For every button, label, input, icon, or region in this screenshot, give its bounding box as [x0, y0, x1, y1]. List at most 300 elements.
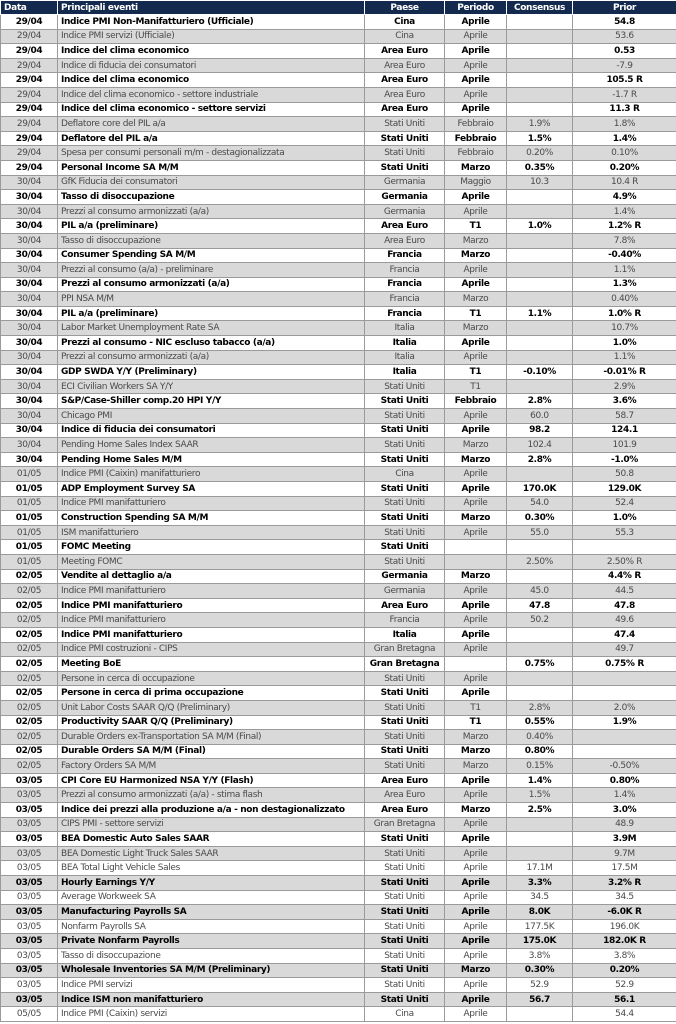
cell-date: 02/05: [1, 759, 58, 774]
cell-prior: 1.9%: [573, 715, 676, 730]
cell-period: T1: [445, 715, 507, 730]
table-row: [1, 715, 676, 730]
cell-country: Stati Uniti: [365, 992, 445, 1007]
table-row: [1, 263, 676, 278]
cell-event: Indice PMI Non-Manifatturiero (Ufficiale): [58, 15, 365, 30]
cell-period: Aprile: [445, 642, 507, 657]
cell-event: Private Nonfarm Payrolls: [58, 934, 365, 949]
cell-event: Indice PMI (Caixin) servizi: [58, 1007, 365, 1022]
cell-prior: 49.7: [573, 642, 676, 657]
cell-prior: 0.40%: [573, 292, 676, 307]
table-row: [1, 642, 676, 657]
cell-period: Aprile: [445, 788, 507, 803]
cell-date: 01/05: [1, 525, 58, 540]
cell-date: 03/05: [1, 992, 58, 1007]
cell-date: 02/05: [1, 569, 58, 584]
cell-period: Marzo: [445, 511, 507, 526]
cell-consensus: 2.50%: [507, 554, 573, 569]
table-row: [1, 248, 676, 263]
table-row: [1, 832, 676, 847]
cell-date: 29/04: [1, 146, 58, 161]
cell-consensus: [507, 846, 573, 861]
cell-country: Stati Uniti: [365, 525, 445, 540]
cell-prior: 47.8: [573, 598, 676, 613]
cell-consensus: [507, 102, 573, 117]
cell-event: PPI NSA M/M: [58, 292, 365, 307]
cell-date: 30/04: [1, 306, 58, 321]
cell-period: Aprile: [445, 876, 507, 891]
cell-prior: 52.9: [573, 978, 676, 993]
cell-country: Gran Bretagna: [365, 642, 445, 657]
cell-country: Italia: [365, 336, 445, 351]
cell-date: 02/05: [1, 715, 58, 730]
cell-date: 02/05: [1, 642, 58, 657]
cell-event: PIL a/a (preliminare): [58, 219, 365, 234]
cell-prior: 50.8: [573, 467, 676, 482]
cell-period: Aprile: [445, 467, 507, 482]
cell-prior: 34.5: [573, 890, 676, 905]
cell-consensus: 0.40%: [507, 730, 573, 745]
cell-period: Marzo: [445, 803, 507, 818]
cell-period: [445, 554, 507, 569]
cell-date: 03/05: [1, 934, 58, 949]
cell-period: Aprile: [445, 58, 507, 73]
cell-date: 30/04: [1, 321, 58, 336]
cell-consensus: 177.5K: [507, 919, 573, 934]
table-row: [1, 817, 676, 832]
cell-consensus: 34.5: [507, 890, 573, 905]
cell-event: Durable Orders ex-Transportation SA M/M (Final): [58, 730, 365, 745]
table-row: [1, 102, 676, 117]
table-row: [1, 467, 676, 482]
cell-country: Stati Uniti: [365, 905, 445, 920]
header-period: Periodo: [445, 1, 507, 15]
cell-country: Stati Uniti: [365, 511, 445, 526]
cell-country: Germania: [365, 584, 445, 599]
cell-event: Indice di fiducia dei consumatori: [58, 58, 365, 73]
cell-date: 30/04: [1, 394, 58, 409]
cell-country: Germania: [365, 190, 445, 205]
cell-country: Stati Uniti: [365, 496, 445, 511]
cell-consensus: 0.15%: [507, 759, 573, 774]
table-row: [1, 788, 676, 803]
cell-country: Stati Uniti: [365, 934, 445, 949]
cell-consensus: [507, 248, 573, 263]
cell-period: Marzo: [445, 233, 507, 248]
cell-consensus: [507, 87, 573, 102]
cell-date: 03/05: [1, 861, 58, 876]
table-row: [1, 58, 676, 73]
cell-date: 02/05: [1, 671, 58, 686]
cell-date: 02/05: [1, 686, 58, 701]
table-row: [1, 350, 676, 365]
cell-date: 30/04: [1, 219, 58, 234]
header-date: Data: [1, 1, 58, 15]
cell-event: Indice PMI servizi: [58, 978, 365, 993]
cell-consensus: 54.0: [507, 496, 573, 511]
cell-prior: 101.9: [573, 438, 676, 453]
cell-consensus: [507, 15, 573, 30]
cell-event: Indice di fiducia dei consumatori: [58, 423, 365, 438]
cell-date: 03/05: [1, 832, 58, 847]
cell-date: 03/05: [1, 890, 58, 905]
table-row: [1, 190, 676, 205]
cell-date: 03/05: [1, 773, 58, 788]
cell-event: GDP SWDA Y/Y (Preliminary): [58, 365, 365, 380]
cell-date: 29/04: [1, 160, 58, 175]
cell-consensus: 1.1%: [507, 306, 573, 321]
cell-prior: 10.4 R: [573, 175, 676, 190]
cell-event: Prezzi al consumo armonizzati (a/a): [58, 277, 365, 292]
cell-date: 01/05: [1, 511, 58, 526]
cell-event: Prezzi al consumo - NIC escluso tabacco (a/a): [58, 336, 365, 351]
cell-consensus: 56.7: [507, 992, 573, 1007]
cell-prior: 105.5 R: [573, 73, 676, 88]
cell-event: Indice PMI manifatturiero: [58, 598, 365, 613]
cell-date: 01/05: [1, 467, 58, 482]
cell-consensus: [507, 379, 573, 394]
cell-period: Aprile: [445, 190, 507, 205]
cell-consensus: 0.75%: [507, 657, 573, 672]
cell-period: Aprile: [445, 409, 507, 424]
table-row: [1, 175, 676, 190]
cell-country: Germania: [365, 175, 445, 190]
cell-country: Stati Uniti: [365, 744, 445, 759]
table-row: [1, 540, 676, 555]
cell-date: 02/05: [1, 657, 58, 672]
header-event: Principali eventi: [58, 1, 365, 15]
cell-date: 30/04: [1, 233, 58, 248]
cell-period: Marzo: [445, 438, 507, 453]
cell-prior: -0.40%: [573, 248, 676, 263]
table-row: [1, 992, 676, 1007]
table-row: [1, 292, 676, 307]
cell-period: Aprile: [445, 263, 507, 278]
table-row: [1, 204, 676, 219]
table-row: [1, 978, 676, 993]
cell-date: 30/04: [1, 379, 58, 394]
cell-event: FOMC Meeting: [58, 540, 365, 555]
table-row: [1, 627, 676, 642]
cell-consensus: [507, 540, 573, 555]
cell-period: Aprile: [445, 598, 507, 613]
cell-period: Aprile: [445, 73, 507, 88]
table-row: [1, 365, 676, 380]
cell-consensus: 175.0K: [507, 934, 573, 949]
cell-country: Area Euro: [365, 773, 445, 788]
cell-consensus: [507, 350, 573, 365]
cell-event: Deflatore del PIL a/a: [58, 131, 365, 146]
cell-event: Durable Orders SA M/M (Final): [58, 744, 365, 759]
cell-event: Spesa per consumi personali m/m - destagionalizzata: [58, 146, 365, 161]
table-row: [1, 963, 676, 978]
cell-consensus: [507, 671, 573, 686]
cell-period: Aprile: [445, 584, 507, 599]
cell-event: Prezzi al consumo armonizzati (a/a) - stima flash: [58, 788, 365, 803]
cell-date: 03/05: [1, 817, 58, 832]
cell-consensus: 0.20%: [507, 146, 573, 161]
cell-prior: -1.7 R: [573, 87, 676, 102]
cell-country: Stati Uniti: [365, 715, 445, 730]
cell-date: 30/04: [1, 190, 58, 205]
table-row: [1, 15, 676, 30]
cell-period: Aprile: [445, 277, 507, 292]
cell-consensus: 17.1M: [507, 861, 573, 876]
cell-event: ISM manifatturiero: [58, 525, 365, 540]
cell-event: Productivity SAAR Q/Q (Preliminary): [58, 715, 365, 730]
cell-consensus: 1.5%: [507, 131, 573, 146]
cell-consensus: 102.4: [507, 438, 573, 453]
cell-date: 03/05: [1, 978, 58, 993]
cell-date: 30/04: [1, 175, 58, 190]
table-row: [1, 671, 676, 686]
table-row: [1, 409, 676, 424]
cell-country: Stati Uniti: [365, 160, 445, 175]
cell-country: Cina: [365, 29, 445, 44]
cell-country: Area Euro: [365, 803, 445, 818]
cell-date: 01/05: [1, 540, 58, 555]
table-row: [1, 919, 676, 934]
cell-country: Area Euro: [365, 58, 445, 73]
cell-prior: 1.1%: [573, 350, 676, 365]
cell-event: Indice ISM non manifatturiero: [58, 992, 365, 1007]
header-consensus: Consensus: [507, 1, 573, 15]
cell-event: Prezzi al consumo armonizzati (a/a): [58, 204, 365, 219]
table-row: [1, 233, 676, 248]
cell-period: Aprile: [445, 846, 507, 861]
cell-consensus: [507, 277, 573, 292]
cell-prior: 1.4%: [573, 204, 676, 219]
cell-event: Indice PMI manifatturiero: [58, 496, 365, 511]
cell-consensus: 0.30%: [507, 511, 573, 526]
cell-period: Marzo: [445, 759, 507, 774]
table-row: [1, 730, 676, 745]
table-row: [1, 584, 676, 599]
cell-event: Prezzi al consumo (a/a) - preliminare: [58, 263, 365, 278]
cell-country: Stati Uniti: [365, 876, 445, 891]
cell-prior: 0.75% R: [573, 657, 676, 672]
cell-date: 03/05: [1, 788, 58, 803]
cell-country: Area Euro: [365, 87, 445, 102]
table-row: [1, 598, 676, 613]
cell-prior: 17.5M: [573, 861, 676, 876]
cell-period: Aprile: [445, 1007, 507, 1022]
cell-event: Indice PMI costruzioni - CIPS: [58, 642, 365, 657]
cell-consensus: [507, 73, 573, 88]
cell-event: Indice PMI manifatturiero: [58, 627, 365, 642]
cell-period: Aprile: [445, 773, 507, 788]
cell-consensus: 2.8%: [507, 452, 573, 467]
cell-country: Stati Uniti: [365, 963, 445, 978]
cell-consensus: 60.0: [507, 409, 573, 424]
cell-period: T1: [445, 306, 507, 321]
cell-consensus: 1.4%: [507, 773, 573, 788]
cell-period: [445, 540, 507, 555]
cell-country: Stati Uniti: [365, 686, 445, 701]
cell-event: Vendite al dettaglio a/a: [58, 569, 365, 584]
cell-consensus: 8.0K: [507, 905, 573, 920]
cell-period: Maggio: [445, 175, 507, 190]
cell-country: Gran Bretagna: [365, 657, 445, 672]
cell-period: Aprile: [445, 861, 507, 876]
cell-prior: 2.0%: [573, 700, 676, 715]
cell-country: Stati Uniti: [365, 423, 445, 438]
cell-country: Francia: [365, 613, 445, 628]
cell-prior: 3.9M: [573, 832, 676, 847]
cell-prior: 55.3: [573, 525, 676, 540]
cell-consensus: [507, 321, 573, 336]
cell-prior: 0.53: [573, 44, 676, 59]
cell-period: Aprile: [445, 992, 507, 1007]
cell-event: Indice dei prezzi alla produzione a/a - non destagionalizzato: [58, 803, 365, 818]
table-row: [1, 949, 676, 964]
cell-prior: 182.0K R: [573, 934, 676, 949]
cell-period: Aprile: [445, 29, 507, 44]
cell-period: Aprile: [445, 525, 507, 540]
table-row: [1, 744, 676, 759]
cell-country: Stati Uniti: [365, 919, 445, 934]
cell-prior: 1.0% R: [573, 306, 676, 321]
cell-prior: -0.01% R: [573, 365, 676, 380]
cell-period: T1: [445, 379, 507, 394]
cell-period: Aprile: [445, 44, 507, 59]
table-row: [1, 394, 676, 409]
cell-prior: 1.8%: [573, 117, 676, 132]
cell-country: Stati Uniti: [365, 861, 445, 876]
cell-consensus: [507, 263, 573, 278]
cell-event: Indice PMI manifatturiero: [58, 584, 365, 599]
table-row: [1, 657, 676, 672]
cell-country: Stati Uniti: [365, 452, 445, 467]
table-row: [1, 160, 676, 175]
cell-consensus: 0.35%: [507, 160, 573, 175]
cell-date: 03/05: [1, 905, 58, 920]
cell-consensus: 2.8%: [507, 700, 573, 715]
cell-consensus: 2.5%: [507, 803, 573, 818]
cell-event: Tasso di disoccupazione: [58, 190, 365, 205]
cell-period: Aprile: [445, 496, 507, 511]
cell-date: 29/04: [1, 29, 58, 44]
cell-prior: [573, 671, 676, 686]
cell-event: Persone in cerca di occupazione: [58, 671, 365, 686]
table-body: [1, 15, 676, 1022]
cell-country: Italia: [365, 350, 445, 365]
cell-prior: 2.50% R: [573, 554, 676, 569]
cell-period: Aprile: [445, 905, 507, 920]
cell-event: Deflatore core del PIL a/a: [58, 117, 365, 132]
cell-consensus: [507, 686, 573, 701]
table-row: [1, 613, 676, 628]
cell-prior: 56.1: [573, 992, 676, 1007]
cell-country: Stati Uniti: [365, 146, 445, 161]
cell-prior: -1.0%: [573, 452, 676, 467]
cell-country: Stati Uniti: [365, 846, 445, 861]
cell-event: Indice PMI manifatturiero: [58, 613, 365, 628]
cell-period: [445, 657, 507, 672]
cell-consensus: 1.0%: [507, 219, 573, 234]
cell-date: 02/05: [1, 730, 58, 745]
cell-period: Aprile: [445, 423, 507, 438]
cell-consensus: 170.0K: [507, 482, 573, 497]
cell-consensus: [507, 44, 573, 59]
cell-date: 30/04: [1, 350, 58, 365]
cell-prior: 58.7: [573, 409, 676, 424]
cell-country: Germania: [365, 204, 445, 219]
cell-consensus: 55.0: [507, 525, 573, 540]
cell-prior: 0.80%: [573, 773, 676, 788]
cell-event: Meeting BoE: [58, 657, 365, 672]
cell-country: Cina: [365, 467, 445, 482]
cell-date: 29/04: [1, 131, 58, 146]
cell-prior: 4.4% R: [573, 569, 676, 584]
table-row: [1, 700, 676, 715]
cell-prior: [573, 744, 676, 759]
cell-country: Stati Uniti: [365, 117, 445, 132]
table-row: [1, 759, 676, 774]
cell-event: Tasso di disoccupazione: [58, 233, 365, 248]
cell-country: Area Euro: [365, 102, 445, 117]
cell-consensus: [507, 627, 573, 642]
cell-event: Average Workweek SA: [58, 890, 365, 905]
cell-consensus: 98.2: [507, 423, 573, 438]
cell-event: Construction Spending SA M/M: [58, 511, 365, 526]
table-row: [1, 876, 676, 891]
cell-date: 03/05: [1, 846, 58, 861]
cell-consensus: [507, 832, 573, 847]
table-row: [1, 219, 676, 234]
cell-event: Manufacturing Payrolls SA: [58, 905, 365, 920]
cell-period: Aprile: [445, 350, 507, 365]
cell-date: 02/05: [1, 627, 58, 642]
cell-consensus: [507, 233, 573, 248]
cell-country: Francia: [365, 277, 445, 292]
cell-prior: 1.2% R: [573, 219, 676, 234]
cell-country: Cina: [365, 1007, 445, 1022]
cell-country: Area Euro: [365, 233, 445, 248]
cell-prior: 0.10%: [573, 146, 676, 161]
cell-prior: 1.4%: [573, 131, 676, 146]
cell-date: 02/05: [1, 598, 58, 613]
table-row: [1, 482, 676, 497]
header-row: [1, 1, 676, 15]
header-prior: Prior: [573, 1, 676, 15]
cell-prior: -0.50%: [573, 759, 676, 774]
cell-event: Indice del clima economico - settore servizi: [58, 102, 365, 117]
cell-date: 29/04: [1, 117, 58, 132]
cell-date: 30/04: [1, 277, 58, 292]
cell-country: Stati Uniti: [365, 554, 445, 569]
cell-country: Gran Bretagna: [365, 817, 445, 832]
cell-consensus: 1.9%: [507, 117, 573, 132]
cell-event: PIL a/a (preliminare): [58, 306, 365, 321]
cell-period: Febbraio: [445, 146, 507, 161]
table-row: [1, 686, 676, 701]
cell-event: ECI Civilian Workers SA Y/Y: [58, 379, 365, 394]
cell-prior: 129.0K: [573, 482, 676, 497]
cell-date: 29/04: [1, 102, 58, 117]
cell-prior: 49.6: [573, 613, 676, 628]
cell-period: Febbraio: [445, 394, 507, 409]
cell-country: Stati Uniti: [365, 671, 445, 686]
table-row: [1, 496, 676, 511]
cell-prior: 44.5: [573, 584, 676, 599]
cell-date: 01/05: [1, 554, 58, 569]
table-row: [1, 336, 676, 351]
cell-period: Aprile: [445, 627, 507, 642]
cell-consensus: 2.8%: [507, 394, 573, 409]
cell-event: Indice del clima economico - settore industriale: [58, 87, 365, 102]
cell-country: Area Euro: [365, 73, 445, 88]
